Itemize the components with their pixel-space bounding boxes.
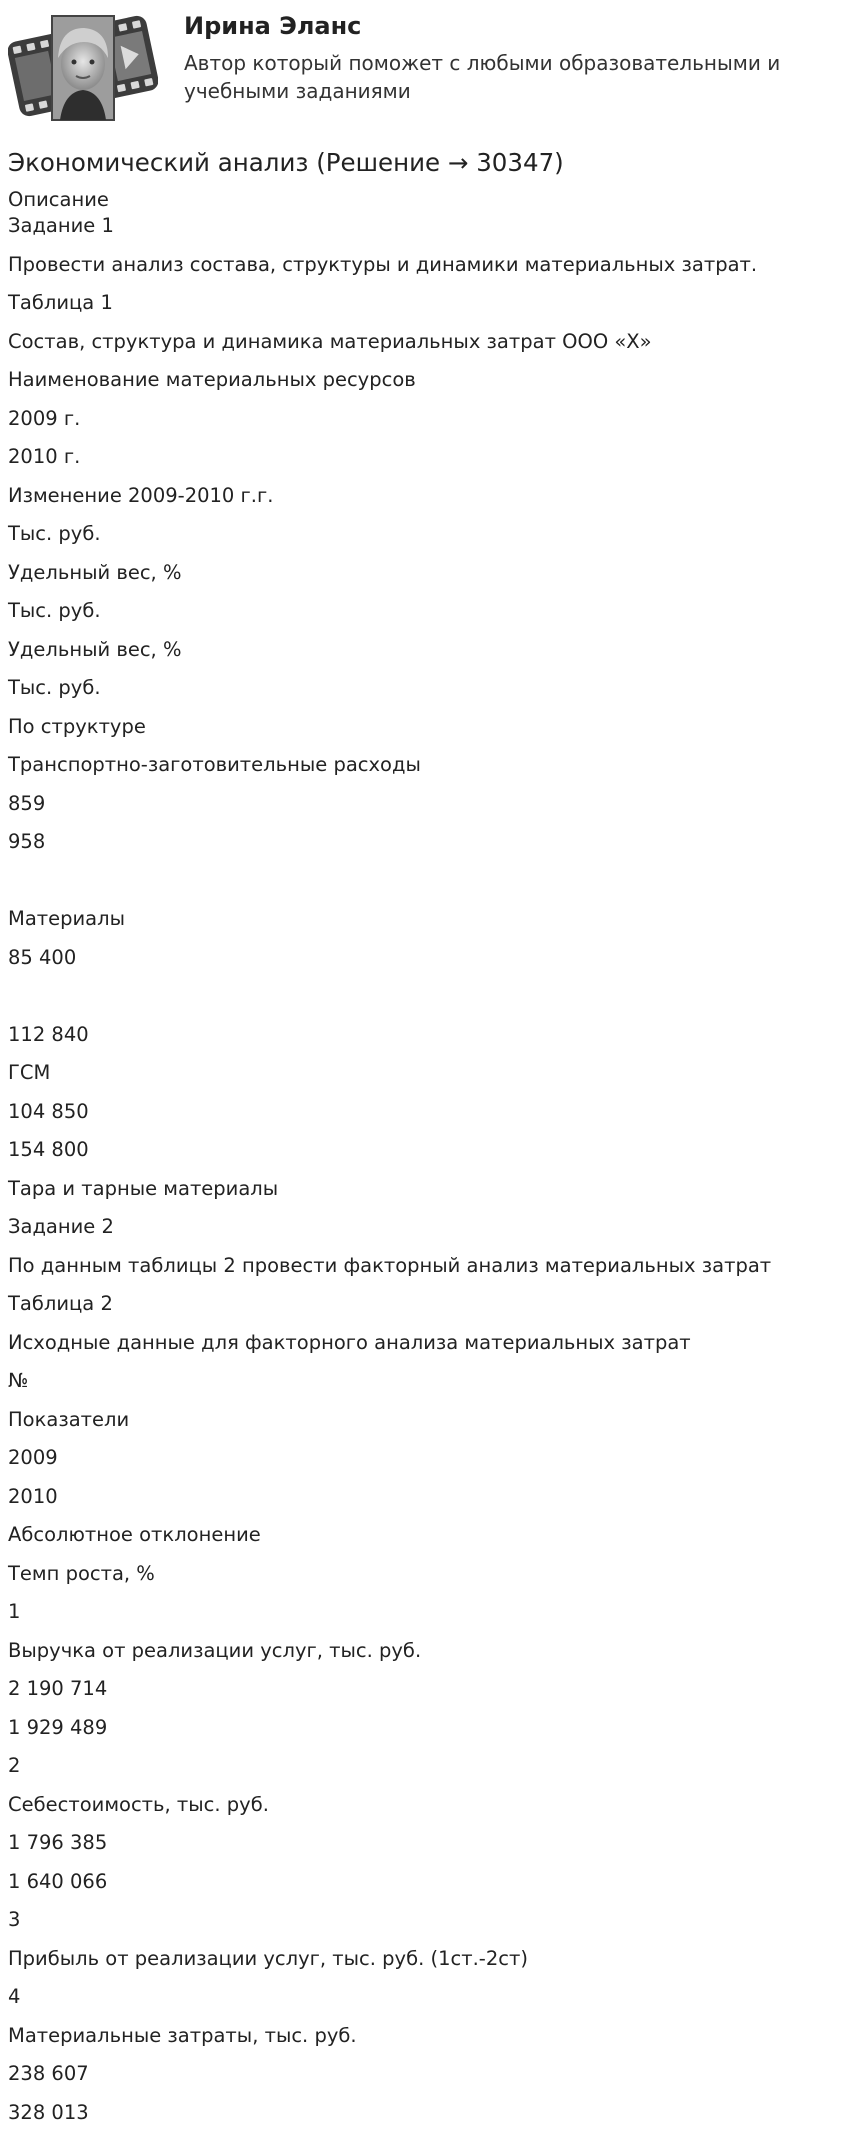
text-line: Изменение 2009-2010 г.г. [8,483,274,507]
text-line [8,981,838,1020]
text-line: 2 190 714 [8,1677,108,1700]
text-line: № [8,1369,29,1392]
text-line: Задание 1 [8,214,114,237]
text-line: Удельный вес, % [8,560,182,584]
text-line: Провести анализ состава, структуры и динамики материальных затрат. [8,252,758,276]
text-line: 2010 г. [8,445,81,468]
text-line: Наименование материальных ресурсов [8,368,416,391]
text-line: 4 [8,1985,21,2008]
text-line: Транспортно-заготовительные расходы [8,753,421,776]
text-line: 104 850 [8,1099,89,1123]
text-line: Материальные затраты, тыс. руб. [8,2023,357,2047]
text-line: 2009 г. [8,406,81,430]
text-line: Материалы [8,907,125,930]
text-line: Состав, структура и динамика материальных затрат ООО «Х» [8,329,652,353]
text-line: Абсолютное отклонение [8,1523,261,1546]
text-line: Удельный вес, % [8,637,182,661]
author-description: Автор который поможет с любыми образовательными и учебными заданиями [184,51,781,103]
text-line: 2009 [8,1446,58,1469]
text-line: 3 [8,1908,21,1931]
text-line: Задание 2 [8,1215,114,1238]
text-line: 328 013 [8,2100,89,2124]
text-line: Исходные данные для факторного анализа материальных затрат [8,1330,691,1354]
text-line: 958 [8,830,46,853]
text-line: Тыс. руб. [8,599,101,622]
film-reel-portrait-icon [8,6,158,126]
document-title: Экономический анализ (Решение → 30347) [8,148,564,177]
text-line: 2 [8,1754,21,1777]
author-name: Ирина Эланс [184,12,362,40]
text-line: ГСМ [8,1061,51,1084]
text-line: Тара и тарные материалы [8,1176,279,1200]
text-line: 1 796 385 [8,1831,108,1854]
text-line: Тыс. руб. [8,676,101,699]
text-line: По данным таблицы 2 провести факторный анализ материальных затрат [8,1253,772,1277]
author-header [0,0,847,135]
document-body [8,186,838,2136]
text-line: 154 800 [8,1138,89,1161]
text-line [8,866,838,905]
text-line: Тыс. руб. [8,522,101,545]
text-line: Таблица 1 [8,291,113,314]
text-line: По структуре [8,714,146,738]
text-line: Показатели [8,1407,130,1431]
text-line: Таблица 2 [8,1292,113,1315]
text-line: 859 [8,791,46,815]
text-line: 238 607 [8,2062,89,2085]
text-line: 1 640 066 [8,1869,108,1893]
text-line: 85 400 [8,945,77,969]
text-line: 1 [8,1600,21,1623]
text-line: Себестоимость, тыс. руб. [8,1792,269,1816]
text-line: Выручка от реализации услуг, тыс. руб. [8,1638,422,1662]
text-line: Прибыль от реализации услуг, тыс. руб. (1ст.-2ст) [8,1946,528,1970]
text-line: 2010 [8,1484,58,1508]
text-line: 112 840 [8,1022,89,1046]
text-line: Темп роста, % [8,1561,155,1585]
text-line: Описание [8,188,109,211]
text-line: 1 929 489 [8,1715,108,1739]
